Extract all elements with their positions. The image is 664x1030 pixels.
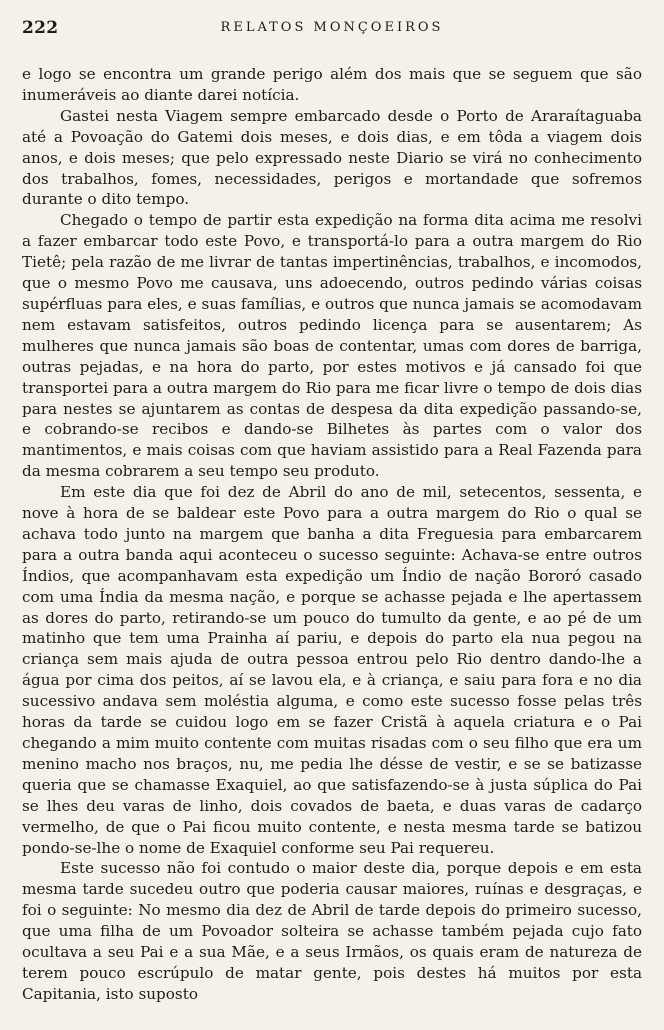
paragraph-continuation: e logo se encontra um grande perigo além dos mais que se seguem que são inumeráveis ao diante darei notícia. xyxy=(22,65,642,104)
body-text xyxy=(22,64,642,1005)
page-header xyxy=(22,14,642,40)
page-number: 222 xyxy=(22,18,59,38)
paragraph: Gastei nesta Viagem sempre embarcado desde o Porto de Araraítaguaba até a Povoação do Gatemi dois meses, e dois dias, e em tôda a viagem dois anos, e dois meses; que pelo expressado neste Diario se virá no conhecimento dos trabalhos, fomes, necessidades, perigos e mortandade que sofremos durante o dito tempo. xyxy=(22,106,642,209)
running-title: RELATOS MONÇOEIROS xyxy=(220,20,444,35)
paragraph: Em este dia que foi dez de Abril do ano de mil, setecentos, sessenta, e nove à hora de se baldear este Povo para a outra margem do Rio o qual se achava todo junto na margem que banha a dita Freguesia para embarcarem para a outra banda aqui aconteceu o sucesso seguinte: Achava-se entre outros Índios, que acompanhavam esta expedição um Índio de nação Bororó casado com uma Índia da mesma nação, e porque se achasse pejada e lhe apertassem as dores do parto, retirando-se um pouco do tumulto da gente, e ao pé de um matinho que tem uma Prainha aí pariu, e depois do parto ela nua pegou na criança sem mais ajuda de outra pessoa entrou pelo Rio dentro dando-lhe a água por cima dos peitos, aí se lavou ela, e à criança, e saiu para fora e no dia sucessivo andava sem moléstia alguma, e como este sucesso fosse pelas três horas da tarde se cuidou logo em se fazer Cristã à aquela criatura e o Pai chegando a mim muito contente com muitas risadas com o seu filho que era um menino macho nos braços, nu, me pedia lhe désse de vestir, e se se batizasse queria que se chamasse Exaquiel, ao que satisfazendo-se à justa súplica do Pai se lhes deu varas de linho, dois covados de baeta, e duas varas de cadarço vermelho, de que o Pai ficou muito contente, e nesta mesma tarde se batizou pondo-se-lhe o nome de Exaquiel conforme seu Pai requereu. xyxy=(22,483,642,857)
paragraph: Este sucesso não foi contudo o maior deste dia, porque depois e em esta mesma tarde sucedeu outro que poderia causar maiores, ruínas e desgraças, e foi o seguinte: No mesmo dia dez de Abril de tarde depois do primeiro sucesso, que uma filha de um Povoador solteira se achasse também pejada cujo fato ocultava a seu Pai e a sua Mãe, e a seus Irmãos, os quais eram de natureza de terem pouco escrúpulo de matar gente, pois destes há muitos por esta Capitania, isto suposto xyxy=(22,859,642,1003)
paragraph: Chegado o tempo de partir esta expedição na forma dita acima me resolvi a fazer embarcar todo este Povo, e transportá-lo para a outra margem do Rio Tietê; pela razão de me livrar de tantas impertinências, trabalhos, e incomodos, que o mesmo Povo me causava, uns adoecendo, outros pedindo várias coisas supérfluas para eles, e suas famílias, e outros que nunca jamais se acomodavam nem estavam satisfeitos, outros pedindo licença para se ausentarem; As mulheres que nunca jamais são boas de contentar, umas com dores de barriga, outras pejadas, e na hora do parto, por estes motivos e já cansado foi que transportei para a outra margem do Rio para me ficar livre o tempo de dois dias para nestes se ajuntarem as contas de despesa da dita expedição passando-se, e cobrando-se recibos e dando-se Bilhetes às partes com o valor dos mantimentos, e mais coisas com que haviam assistido para a Real Fazenda para da mesma cobrarem a seu tempo seu produto. xyxy=(22,211,642,481)
